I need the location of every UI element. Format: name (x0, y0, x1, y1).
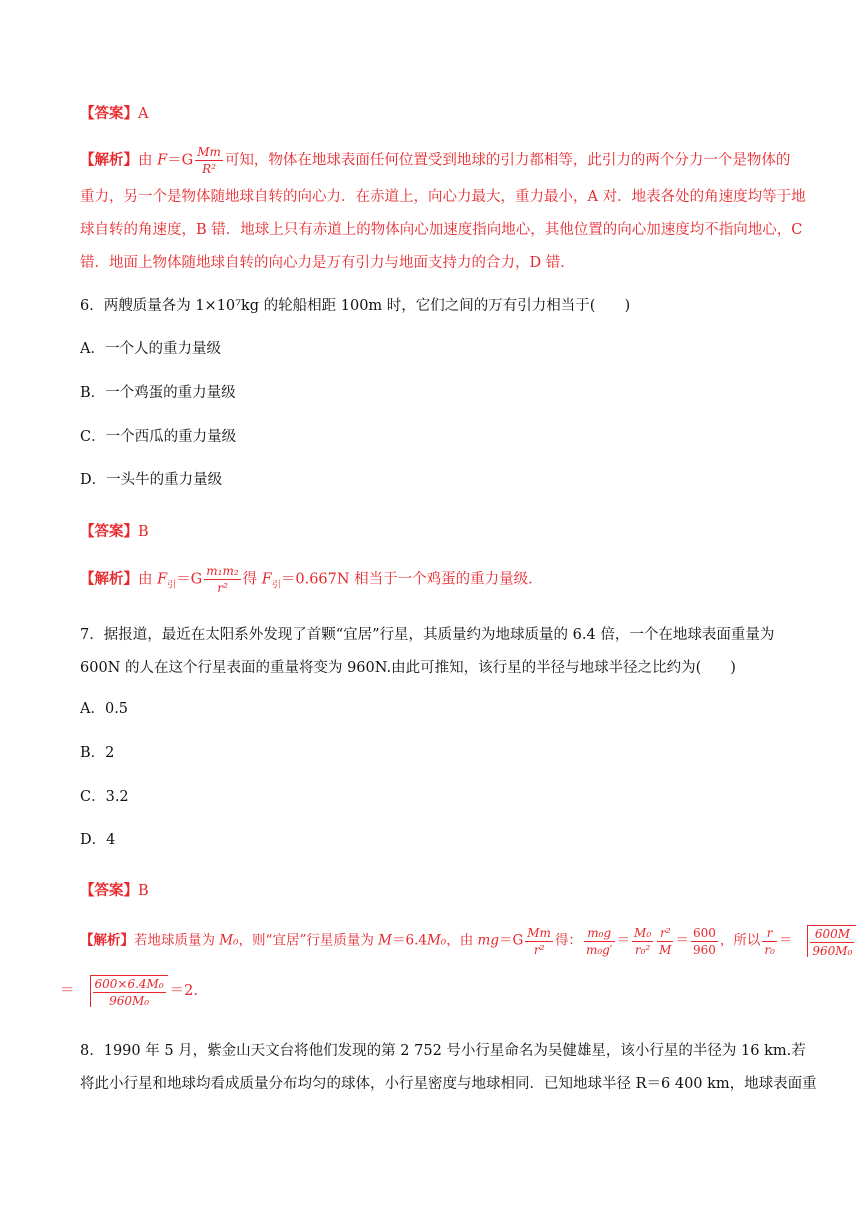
fraction (195, 146, 223, 175)
math-var: F (261, 571, 272, 588)
numerator: r (762, 927, 777, 942)
math-eq: ＝G (176, 571, 203, 588)
answer-tag: 【答案】 (80, 523, 138, 540)
text: 可知，物体在地球表面任何位置受到地球的引力都相等，此引力的两个分力一个是物体的 (224, 152, 791, 169)
question-7-option-c: C．3.2 (80, 789, 129, 805)
explanation-7-line-2 (60, 975, 198, 1007)
denominator: r² (217, 581, 228, 595)
answer-6 (80, 521, 149, 543)
question-6-stem: 6．两艘质量各为 1×10⁷kg 的轮船相距 100m 时，它们之间的万有引力相当于( ) (80, 298, 631, 314)
math-var: M₀ (426, 932, 447, 949)
denominator: 960M₀ (812, 944, 853, 958)
subscript: 引 (271, 580, 281, 591)
text: ，则“宜居”行星质量为 (238, 932, 379, 949)
numerator: 600M (810, 928, 854, 943)
explanation-tag: 【解析】 (80, 151, 138, 169)
math-eq: ＝ (60, 983, 75, 999)
math-eq: ＝ (675, 932, 689, 949)
math-var: mg (477, 932, 499, 949)
answer-tag: 【答案】 (80, 882, 138, 899)
denominator: 960M₀ (109, 994, 150, 1008)
math-eq: ＝ (616, 932, 631, 949)
numerator: m₁m₂ (206, 564, 239, 578)
text: 由 (138, 571, 158, 588)
math-var: F (157, 152, 168, 169)
numerator: r² (657, 927, 673, 942)
fraction (657, 927, 673, 956)
numerator: m₀g (584, 927, 615, 942)
question-8-line-2: 将此小行星和地球均看成质量分布均匀的球体，小行星密度与地球相同．已知地球半径 R＝6 400 km，地球表面重 (80, 1076, 817, 1092)
math-eq: ＝ (778, 932, 793, 949)
numerator: 600×6.4M₀ (94, 977, 164, 991)
denominator: r₀² (634, 942, 651, 957)
text: ＝0.667N 相当于一个鸡蛋的重力量级． (280, 571, 543, 588)
answer-tag: 【答案】 (80, 105, 138, 122)
question-8-line-1: 8．1990 年 5 月，紫金山天文台将他们发现的第 2 752 号小行星命名为吴健雄星，该小行星的半径为 16 km.若 (80, 1043, 806, 1059)
answer-7 (80, 880, 149, 902)
text: 得 (242, 571, 262, 588)
square-root (77, 975, 168, 1007)
fraction (204, 565, 240, 594)
question-7-line-1: 7．据报道，最近在太阳系外发现了首颗“宜居”行星，其质量约为地球质量的 6.4 倍，一个在地球表面重量为 (80, 627, 775, 643)
fraction (762, 927, 777, 956)
explanation-5-line-1 (80, 146, 790, 175)
fraction (584, 927, 615, 956)
text: 若地球质量为 (134, 932, 220, 949)
text: ，由 (446, 932, 478, 949)
math-var: F (157, 571, 168, 588)
denominator: 960 (692, 942, 716, 957)
text: ＝6.4 (391, 932, 427, 949)
question-6-option-a: A．一个人的重力量级 (80, 341, 221, 357)
numerator: Mm (197, 145, 221, 159)
fraction (632, 927, 653, 956)
denominator: r₀ (764, 942, 775, 957)
explanation-5-line-2: 重力，另一个是物体随地球自转的向心力．在赤道上，向心力最大，重力最小，A 对．地表各处的角速度均等于地 (80, 189, 806, 205)
fraction (93, 978, 166, 1007)
explanation-tag: 【解析】 (80, 570, 138, 588)
text: ＝2. (169, 983, 198, 999)
denominator: M (659, 942, 672, 957)
math-var: M (378, 932, 392, 949)
denominator: R² (202, 162, 217, 176)
subscript: 引 (167, 580, 177, 591)
explanation-5-line-4: 错．地面上物体随地球自转的向心力是万有引力与地面支持力的合力，D 错． (80, 255, 575, 271)
question-7-option-b: B．2 (80, 745, 115, 761)
numerator: M₀ (634, 925, 652, 940)
square-root (794, 925, 856, 957)
denominator: r² (533, 942, 545, 957)
answer-value: B (138, 883, 149, 899)
explanation-tag: 【解析】 (80, 932, 134, 949)
question-6-option-d: D．一头牛的重力量级 (80, 472, 223, 488)
question-7-line-2: 600N 的人在这个行星表面的重量将变为 960N.由此可推知，该行星的半径与地球半径之比约为( ) (80, 660, 736, 676)
answer-value: A (138, 106, 149, 122)
question-7-option-a: A．0.5 (80, 701, 129, 717)
question-6-option-b: B．一个鸡蛋的重力量级 (80, 385, 236, 401)
question-6-option-c: C．一个西瓜的重力量级 (80, 429, 237, 445)
answer-value: B (138, 524, 149, 540)
numerator: 600 (692, 925, 716, 940)
text: 由 (138, 152, 158, 169)
math-eq: ＝G (167, 152, 194, 169)
question-7-option-d: D．4 (80, 832, 116, 848)
numerator: Mm (527, 925, 551, 940)
fraction (525, 927, 553, 956)
math-eq: ＝G (498, 932, 524, 949)
text: ，所以 (719, 932, 761, 949)
fraction (691, 927, 718, 956)
explanation-7-line-1 (80, 925, 858, 957)
answer-5 (80, 103, 148, 125)
explanation-5-line-3: 球自转的角速度，B 错．地球上只有赤道上的物体向心加速度指向地心，其他位置的向心加速度均不指向地心，C (80, 222, 803, 238)
denominator: m₀g′ (585, 942, 613, 957)
text: 得： (554, 932, 582, 949)
fraction (810, 928, 854, 957)
math-var: M₀ (219, 932, 239, 949)
explanation-6 (80, 565, 543, 596)
